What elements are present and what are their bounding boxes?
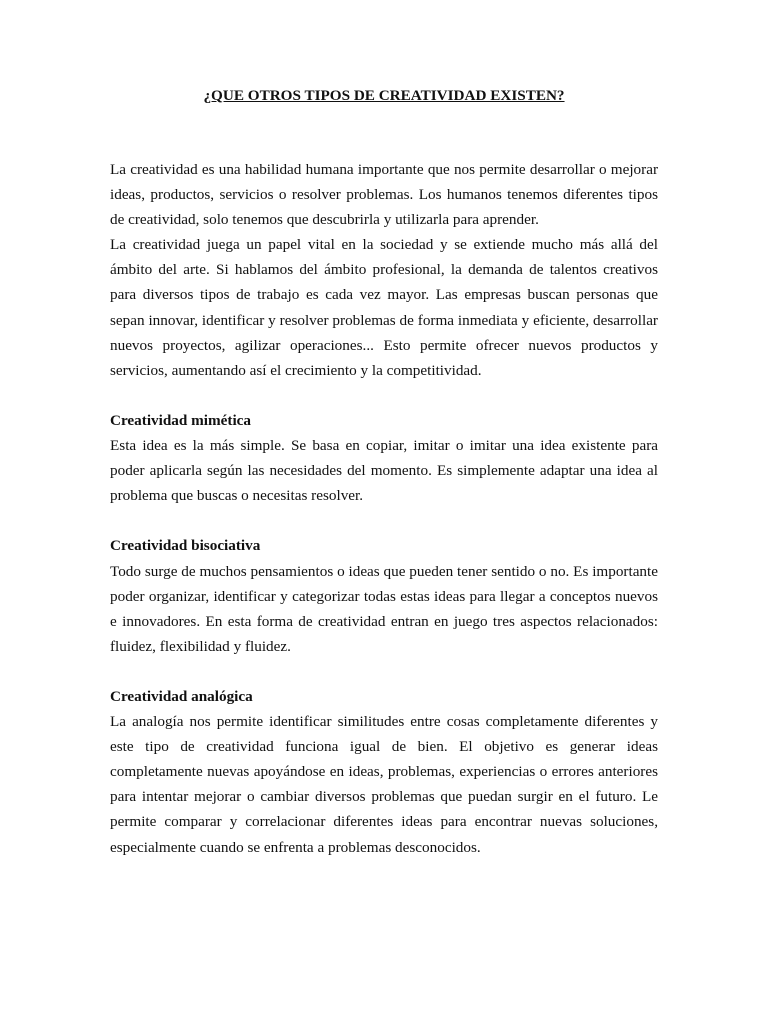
section-text: La analogía nos permite identificar similitudes entre cosas completamente diferentes y este tipo de creatividad funciona igual de bien. El objetivo es generar ideas completamente nuevas apoyándose en ideas, problemas, experiencias o errores anteriores para intentar mejorar o cambiar diversos problemas que puedan surgir en el futuro. Le permite comparar y correlacionar diferentes ideas para encontrar nuevas soluciones, especialmente cuando se enfrenta a problemas desconocidos. [110,713,658,856]
paragraph-spacer [110,659,658,684]
paragraph-spacer [110,508,658,533]
section-mimetica [110,408,658,508]
section-heading: Creatividad mimética [110,411,252,429]
intro-paragraph-1: La creatividad es una habilidad humana importante que nos permite desarrollar o mejorar ideas, productos, servicios o resolver problemas. Los humanos tenemos diferentes tipos de creatividad, solo tenemos que descubrirla y utilizarla para aprender. [110,161,658,229]
section-analogica [110,684,658,860]
section-heading: Creatividad bisociativa [110,537,261,555]
document-body [110,157,658,860]
paragraph-spacer [110,383,658,408]
document-title: ¿QUE OTROS TIPOS DE CREATIVIDAD EXISTEN? [203,87,565,104]
section-text: Todo surge de muchos pensamientos o ideas que pueden tener sentido o no. Es importante poder organizar, identificar y categorizar todas estas ideas para llegar a conceptos nuevos e innovadores. En esta forma de creatividad entran en juego tres aspectos relacionados: fluidez, flexibilidad y fluidez. [110,562,658,655]
section-bisociativa [110,533,658,658]
section-heading: Creatividad analógica [110,687,253,705]
document-page [110,0,658,1024]
intro-paragraph-2: La creatividad juega un papel vital en la sociedad y se extiende mucho más allá del ámbito del arte. Si hablamos del ámbito profesional, la demanda de talentos creativos para diversos tipos de trabajo es cada vez mayor. Las empresas buscan personas que sepan innovar, identificar y resolver problemas de forma inmediata y eficiente, desarrollar nuevos proyectos, agilizar operaciones... Esto permite ofrecer nuevos productos y servicios, aumentando así el crecimiento y la competitividad. [110,236,658,379]
section-text: Esta idea es la más simple. Se basa en copiar, imitar o imitar una idea existente para poder aplicarla según las necesidades del momento. Es simplemente adaptar una idea al problema que buscas o necesitas resolver. [110,437,658,505]
